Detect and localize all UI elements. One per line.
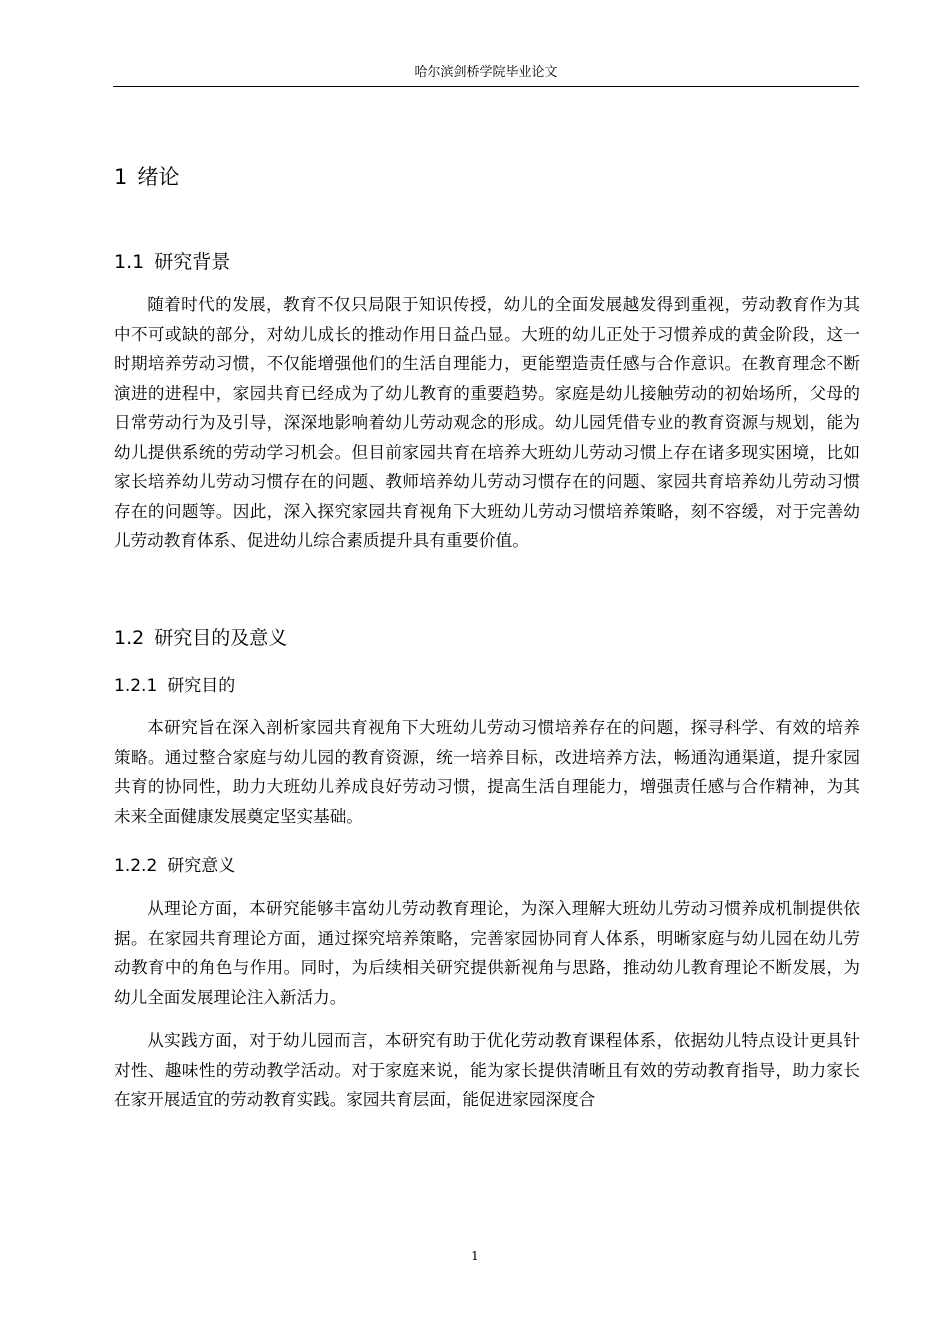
paragraph-background: 随着时代的发展，教育不仅只局限于知识传授，幼儿的全面发展越发得到重视，劳动教育作为其中不可或缺的部分，对幼儿成长的推动作用日益凸显。大班的幼儿正处于习惯养成的黄金阶段，这一时期培养劳动习惯，不仅能增强他们的生活自理能力，更能塑造责任感与合作意识。在教育理念不断演进的进程中，家园共育已经成为了幼儿教育的重要趋势。家庭是幼儿接触劳动的初始场所，父母的日常劳动行为及引导，深深地影响着幼儿劳动观念的形成。幼儿园凭借专业的教育资源与规划，能为幼儿提供系统的劳动学习机会。但目前家园共育在培养大班幼儿劳动习惯上存在诸多现实困境，比如家长培养幼儿劳动习惯存在的问题、教师培养幼儿劳动习惯存在的问题、家园共育培养幼儿劳动习惯存在的问题等。因此，深入探究家园共育视角下大班幼儿劳动习惯培养策略，刻不容缓，对于完善幼儿劳动教育体系、促进幼儿综合素质提升具有重要价值。: [114, 295, 860, 550]
subsection-heading-1-2-1: [114, 673, 235, 699]
paragraph-significance-practice: 从实践方面，对于幼儿园而言，本研究有助于优化劳动教育课程体系，依据幼儿特点设计更具针对性、趣味性的劳动教学活动。对于家庭来说，能为家长提供清晰且有效的劳动教育指导，助力家长在家开展适宜的劳动教育实践。家园共育层面，能促进家园深度合: [114, 1031, 860, 1109]
chapter-title: 绪论: [137, 165, 180, 189]
section-title: 研究背景: [154, 251, 231, 273]
subsection-title: 研究目的: [167, 676, 236, 696]
paragraph-significance-theory: 从理论方面，本研究能够丰富幼儿劳动教育理论，为深入理解大班幼儿劳动习惯养成机制提供依据。在家园共育理论方面，通过探究培养策略，完善家园协同育人体系，明晰家庭与幼儿园在幼儿劳动教育中的角色与作用。同时，为后续相关研究提供新视角与思路，推动幼儿教育理论不断发展，为幼儿全面发展理论注入新活力。: [114, 899, 860, 1007]
paragraph-purpose: 本研究旨在深入剖析家园共育视角下大班幼儿劳动习惯培养存在的问题，探寻科学、有效的培养策略。通过整合家庭与幼儿园的教育资源，统一培养目标，改进培养方法，畅通沟通渠道，提升家园共育的协同性，助力大班幼儿养成良好劳动习惯，提高生活自理能力，增强责任感与合作精神，为其未来全面健康发展奠定坚实基础。: [114, 718, 860, 826]
section-heading-1-2: [114, 624, 287, 652]
page-number: 1: [471, 1249, 479, 1263]
section-number: 1.2: [114, 627, 145, 649]
subsection-number: 1.2.1: [114, 676, 158, 696]
page-header-title: 哈尔滨剑桥学院毕业论文: [414, 65, 558, 80]
chapter-heading: [114, 162, 179, 192]
subsection-number: 1.2.2: [114, 856, 158, 876]
header-divider: [113, 86, 859, 87]
section-number: 1.1: [114, 251, 145, 273]
section-title: 研究目的及意义: [154, 627, 288, 649]
chapter-number: 1: [114, 165, 128, 189]
subsection-heading-1-2-2: [114, 853, 235, 879]
subsection-title: 研究意义: [167, 856, 236, 876]
section-heading-1-1: [114, 248, 230, 276]
